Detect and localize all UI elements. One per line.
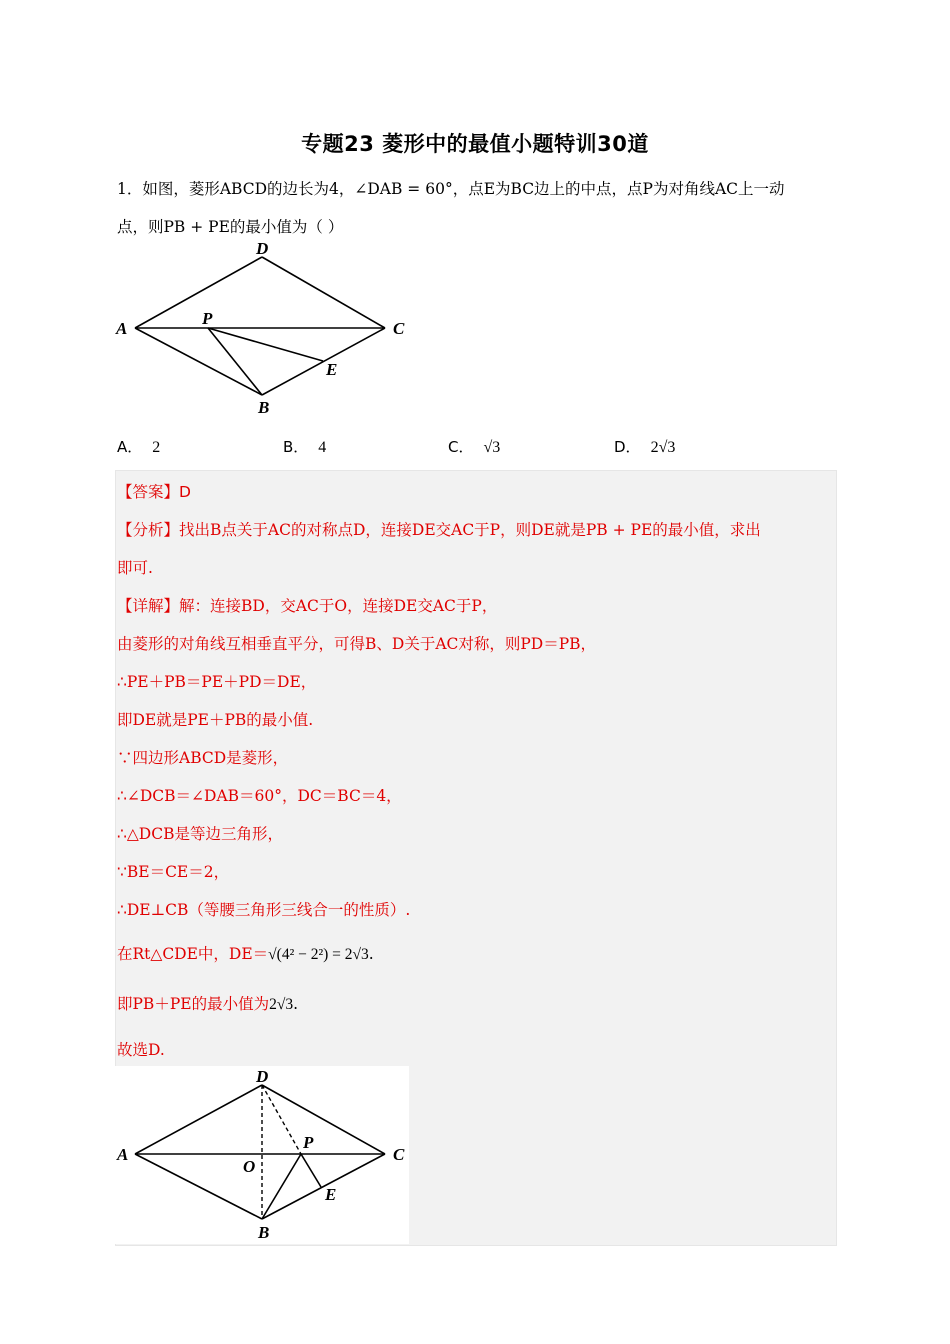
label-P: P	[202, 309, 213, 328]
option-letter: D．	[614, 438, 641, 456]
label-O: O	[243, 1157, 256, 1176]
label-B: B	[258, 398, 270, 417]
detail-line: ∴△DCB是等边三角形，	[117, 825, 283, 843]
label-A: A	[116, 319, 128, 338]
page-title: 专题23 菱形中的最值小题特训30道	[301, 132, 649, 156]
option-value: 4	[318, 439, 327, 456]
option-letter: C．	[448, 438, 474, 456]
detail-line: ∴∠DCB＝∠DAB＝60°，DC＝BC＝4，	[117, 787, 402, 805]
min-prefix: 即PB＋PE的最小值为	[117, 995, 270, 1013]
option-value: 2√3	[650, 439, 676, 456]
analysis-line-2: 即可.	[117, 559, 153, 577]
option-value: √3	[483, 439, 501, 456]
option-letter: A．	[117, 438, 143, 456]
min-value-line	[117, 992, 837, 1014]
min-suffix: .	[293, 995, 299, 1013]
choose-line: 故选D.	[117, 1041, 165, 1059]
rt-suffix: .	[368, 945, 374, 963]
detail-tag: 【详解】	[117, 597, 180, 615]
option-b[interactable]	[283, 436, 326, 457]
detail-line: ∵四边形ABCD是菱形，	[117, 749, 289, 767]
label-E: E	[325, 1185, 337, 1204]
detail-line: 即DE就是PE＋PB的最小值.	[117, 711, 314, 729]
option-value: 2	[152, 439, 161, 456]
detail-line: ∵BE＝CE＝2，	[117, 863, 230, 881]
question-line-1: 1．如图，菱形ABCD的边长为4，∠DAB = 60°，点E为BC边上的中点，点P为对角线AC上一动	[117, 180, 785, 198]
answer-tag: 【答案】	[117, 483, 180, 501]
label-D: D	[256, 1067, 269, 1086]
label-D: D	[256, 239, 269, 258]
label-B: B	[258, 1223, 270, 1242]
label-A: A	[117, 1145, 129, 1164]
detail-line-1	[117, 594, 837, 616]
label-E: E	[326, 360, 338, 379]
rt-triangle-line	[117, 942, 837, 964]
answer-line	[117, 480, 837, 502]
figure-rhombus-1	[110, 238, 420, 420]
label-C: C	[393, 1145, 405, 1164]
detail-line: ∴DE⊥CB（等腰三角形三线合一的性质）.	[117, 901, 411, 919]
analysis-text: 找出B点关于AC的对称点D，连接DE交AC于P，则DE就是PB + PE的最小值，求出	[179, 521, 761, 539]
answer-value: D	[179, 483, 191, 501]
question-line-2: 点，则PB + PE的最小值为（ ）	[117, 218, 344, 236]
figure-rhombus-2	[115, 1066, 409, 1244]
rt-formula: √(4² − 2²) = 2√3	[268, 946, 369, 963]
option-c[interactable]	[448, 436, 500, 457]
rt-prefix: 在Rt△CDE中，DE＝	[117, 945, 269, 963]
detail-line: ∴PE＋PB＝PE＋PD＝DE，	[117, 673, 317, 691]
min-value: 2√3	[269, 996, 294, 1013]
analysis-line-1	[117, 518, 837, 540]
detail-text: 解：连接BD，交AC于O，连接DE交AC于P，	[179, 597, 498, 615]
label-C: C	[393, 319, 405, 338]
option-a[interactable]	[117, 436, 160, 457]
label-P: P	[303, 1133, 314, 1152]
detail-line: 由菱形的对角线互相垂直平分，可得B、D关于AC对称，则PD＝PB，	[117, 635, 597, 653]
option-d[interactable]	[614, 436, 675, 457]
option-letter: B．	[283, 438, 309, 456]
analysis-tag: 【分析】	[117, 521, 180, 539]
